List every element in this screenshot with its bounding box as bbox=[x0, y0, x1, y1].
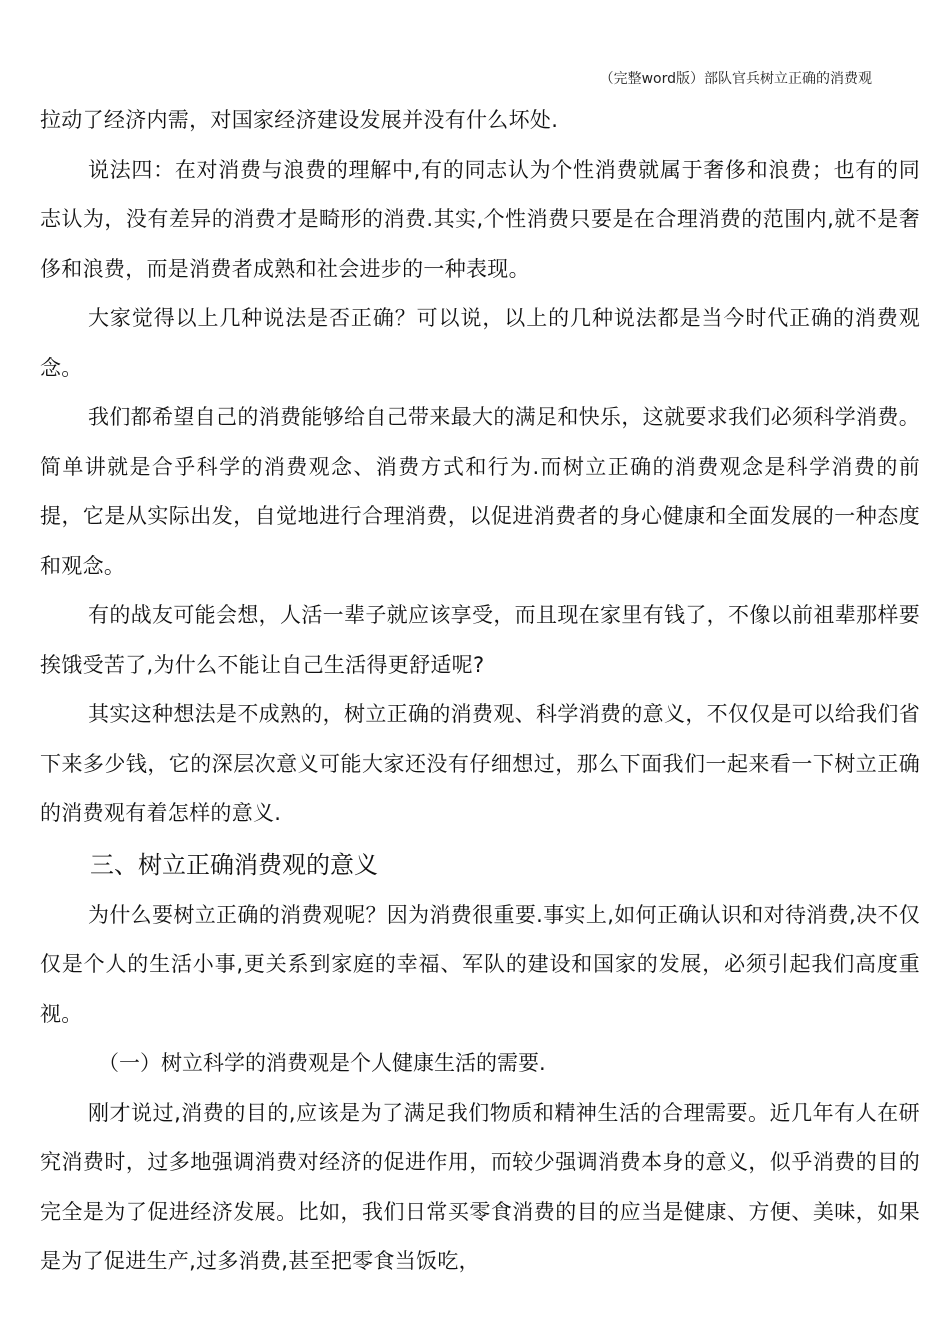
paragraph-statement-four: 说法四：在对消费与浪费的理解中,有的同志认为个性消费就属于奢侈和浪费；也有的同志认为，没有差异的消费才是畸形的消费.其实,个性消费只要是在合理消费的范围内,就不是奢侈和浪费，而是消费者成熟和社会进步的一种表现。 bbox=[40, 157, 920, 281]
paragraph-question: 大家觉得以上几种说法是否正确？可以说，以上的几种说法都是当今时代正确的消费观念。 bbox=[40, 306, 920, 380]
subheading-one: （一）树立科学的消费观是个人健康生活的需要. bbox=[98, 1051, 546, 1075]
paragraph-comrades-thought: 有的战友可能会想，人活一辈子就应该享受，而且现在家里有钱了，不像以前祖辈那样要挨饿受苦了,为什么不能让自己生活得更舒适呢? bbox=[40, 603, 920, 677]
paragraph-purpose-of-consumption: 刚才说过,消费的目的,应该是为了满足我们物质和精神生活的合理需要。近几年有人在研究消费时，过多地强调消费对经济的促进作用，而较少强调消费本身的意义，似乎消费的目的完全是为了促进经济发展。比如，我们日常买零食消费的目的应当是健康、方便、美味，如果是为了促进生产,过多消费,甚至把零食当饭吃， bbox=[40, 1100, 920, 1273]
paragraph-immature-idea: 其实这种想法是不成熟的，树立正确的消费观、科学消费的意义，不仅仅是可以给我们省下来多少钱，它的深层次意义可能大家还没有仔细想过，那么下面我们一起来看一下树立正确的消费观有着怎样的意义. bbox=[40, 702, 920, 825]
paragraph-scientific-consumption: 我们都希望自己的消费能够给自己带来最大的满足和快乐，这就要求我们必须科学消费。简单讲就是合乎科学的消费观念、消费方式和行为.而树立正确的消费观念是科学消费的前提，它是从实际出发，自觉地进行合理消费，以促进消费者的身心健康和全面发展的一种态度和观念。 bbox=[40, 405, 920, 578]
document-body bbox=[40, 96, 920, 1287]
paragraph-why-important: 为什么要树立正确的消费观呢？因为消费很重要.事实上,如何正确认识和对待消费,决不仅仅是个人的生活小事,更关系到家庭的幸福、军队的建设和国家的发展，必须引起我们高度重视。 bbox=[40, 902, 920, 1026]
page-header: （完整word版）部队官兵树立正确的消费观 bbox=[599, 71, 872, 87]
paragraph-continuation: 拉动了经济内需，对国家经济建设发展并没有什么坏处. bbox=[40, 108, 559, 132]
section-heading: 三、树立正确消费观的意义 bbox=[90, 850, 378, 879]
